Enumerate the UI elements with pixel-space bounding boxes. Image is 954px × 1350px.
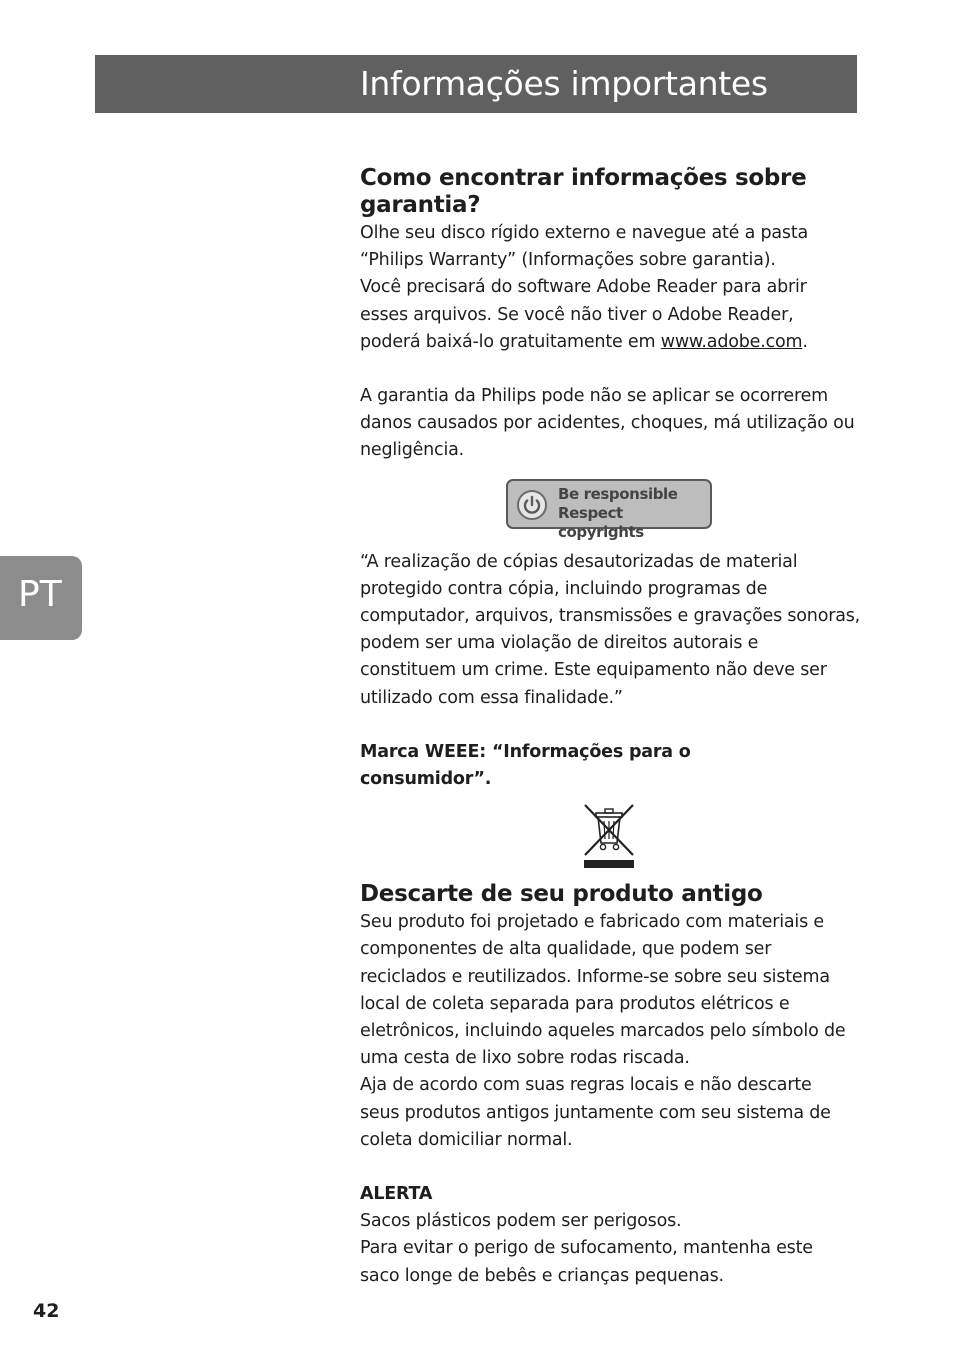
text-line: saco longe de bebês e crianças pequenas. — [360, 1265, 724, 1286]
crossed-bin-icon — [583, 803, 635, 869]
alert-paragraph — [360, 1208, 860, 1290]
adobe-link[interactable]: www.adobe.com — [660, 331, 803, 352]
text-line: negligência. — [360, 440, 465, 461]
be-responsible-badge — [506, 479, 712, 541]
badge-line-2: Respect copyrights — [558, 503, 644, 541]
text-line: “A realização de cópias desautorizadas de material — [360, 551, 798, 572]
badge-text — [558, 485, 710, 542]
text-line: utilizado com essa finalidade.” — [360, 687, 623, 708]
text-line: eletrônicos, incluindo aqueles marcados pelo símbolo de — [360, 1021, 846, 1042]
badge-line-1: Be responsible — [558, 484, 678, 503]
copyright-badge-wrap — [360, 479, 860, 541]
header-bar — [95, 55, 857, 113]
text-line: A garantia da Philips pode não se aplicar se ocorrerem — [360, 386, 829, 407]
text-line: protegido contra cópia, incluindo programas de — [360, 578, 768, 599]
text-line: computador, arquivos, transmissões e gravações sonoras, — [360, 606, 860, 627]
warranty-paragraph-1 — [360, 220, 860, 356]
text-line: Seu produto foi projetado e fabricado com materiais e — [360, 912, 824, 933]
text-line: reciclados e reutilizados. Informe-se sobre seu sistema — [360, 966, 830, 987]
text-line: Olhe seu disco rígido externo e navegue até a pasta — [360, 223, 809, 243]
text-line: local de coleta separada para produtos elétricos e — [360, 993, 790, 1014]
text-line: Para evitar o perigo de sufocamento, mantenha este — [360, 1238, 813, 1259]
disposal-paragraph — [360, 909, 860, 1154]
weee-heading — [360, 739, 860, 793]
language-tab — [0, 556, 82, 640]
warranty-paragraph-2 — [360, 383, 860, 465]
text-line: consumidor”. — [360, 769, 492, 790]
text-line: componentes de alta qualidade, que podem ser — [360, 939, 772, 960]
disposal-heading: Descarte de seu produto antigo — [360, 881, 763, 908]
text-line: Aja de acordo com suas regras locais e não descarte — [360, 1075, 812, 1096]
text-line: constituem um crime. Este equipamento não deve ser — [360, 660, 827, 681]
text-line: seus produtos antigos juntamente com seu sistema de — [360, 1102, 831, 1123]
text-line: esses arquivos. Se você não tiver o Adobe Reader, — [360, 304, 794, 325]
text-line: Você precisará do software Adobe Reader para abrir — [360, 277, 807, 298]
text-line: danos causados por acidentes, choques, má utilização ou — [360, 413, 855, 434]
text-line: poderá baixá-lo gratuitamente em — [360, 331, 661, 352]
alert-heading: ALERTA — [360, 1184, 433, 1205]
power-icon — [516, 489, 548, 521]
page-title: Informações importantes — [360, 64, 768, 103]
text-line: uma cesta de lixo sobre rodas riscada. — [360, 1048, 690, 1069]
language-tab-label: PT — [18, 574, 62, 615]
text-line: Marca WEEE: “Informações para o — [360, 741, 691, 762]
main-content — [360, 165, 860, 1290]
copyright-notice — [360, 549, 860, 712]
text-line: “Philips Warranty” (Informações sobre garantia). — [360, 250, 776, 271]
weee-symbol-wrap — [360, 803, 860, 873]
text-line: Sacos plásticos podem ser perigosos. — [360, 1211, 682, 1232]
text-line: podem ser uma violação de direitos autorais e — [360, 633, 759, 654]
page-number: 42 — [33, 1300, 60, 1322]
text-line: coleta domiciliar normal. — [360, 1129, 573, 1150]
text-line: . — [802, 331, 808, 352]
warranty-heading: Como encontrar informações sobre garantia? — [360, 165, 807, 218]
